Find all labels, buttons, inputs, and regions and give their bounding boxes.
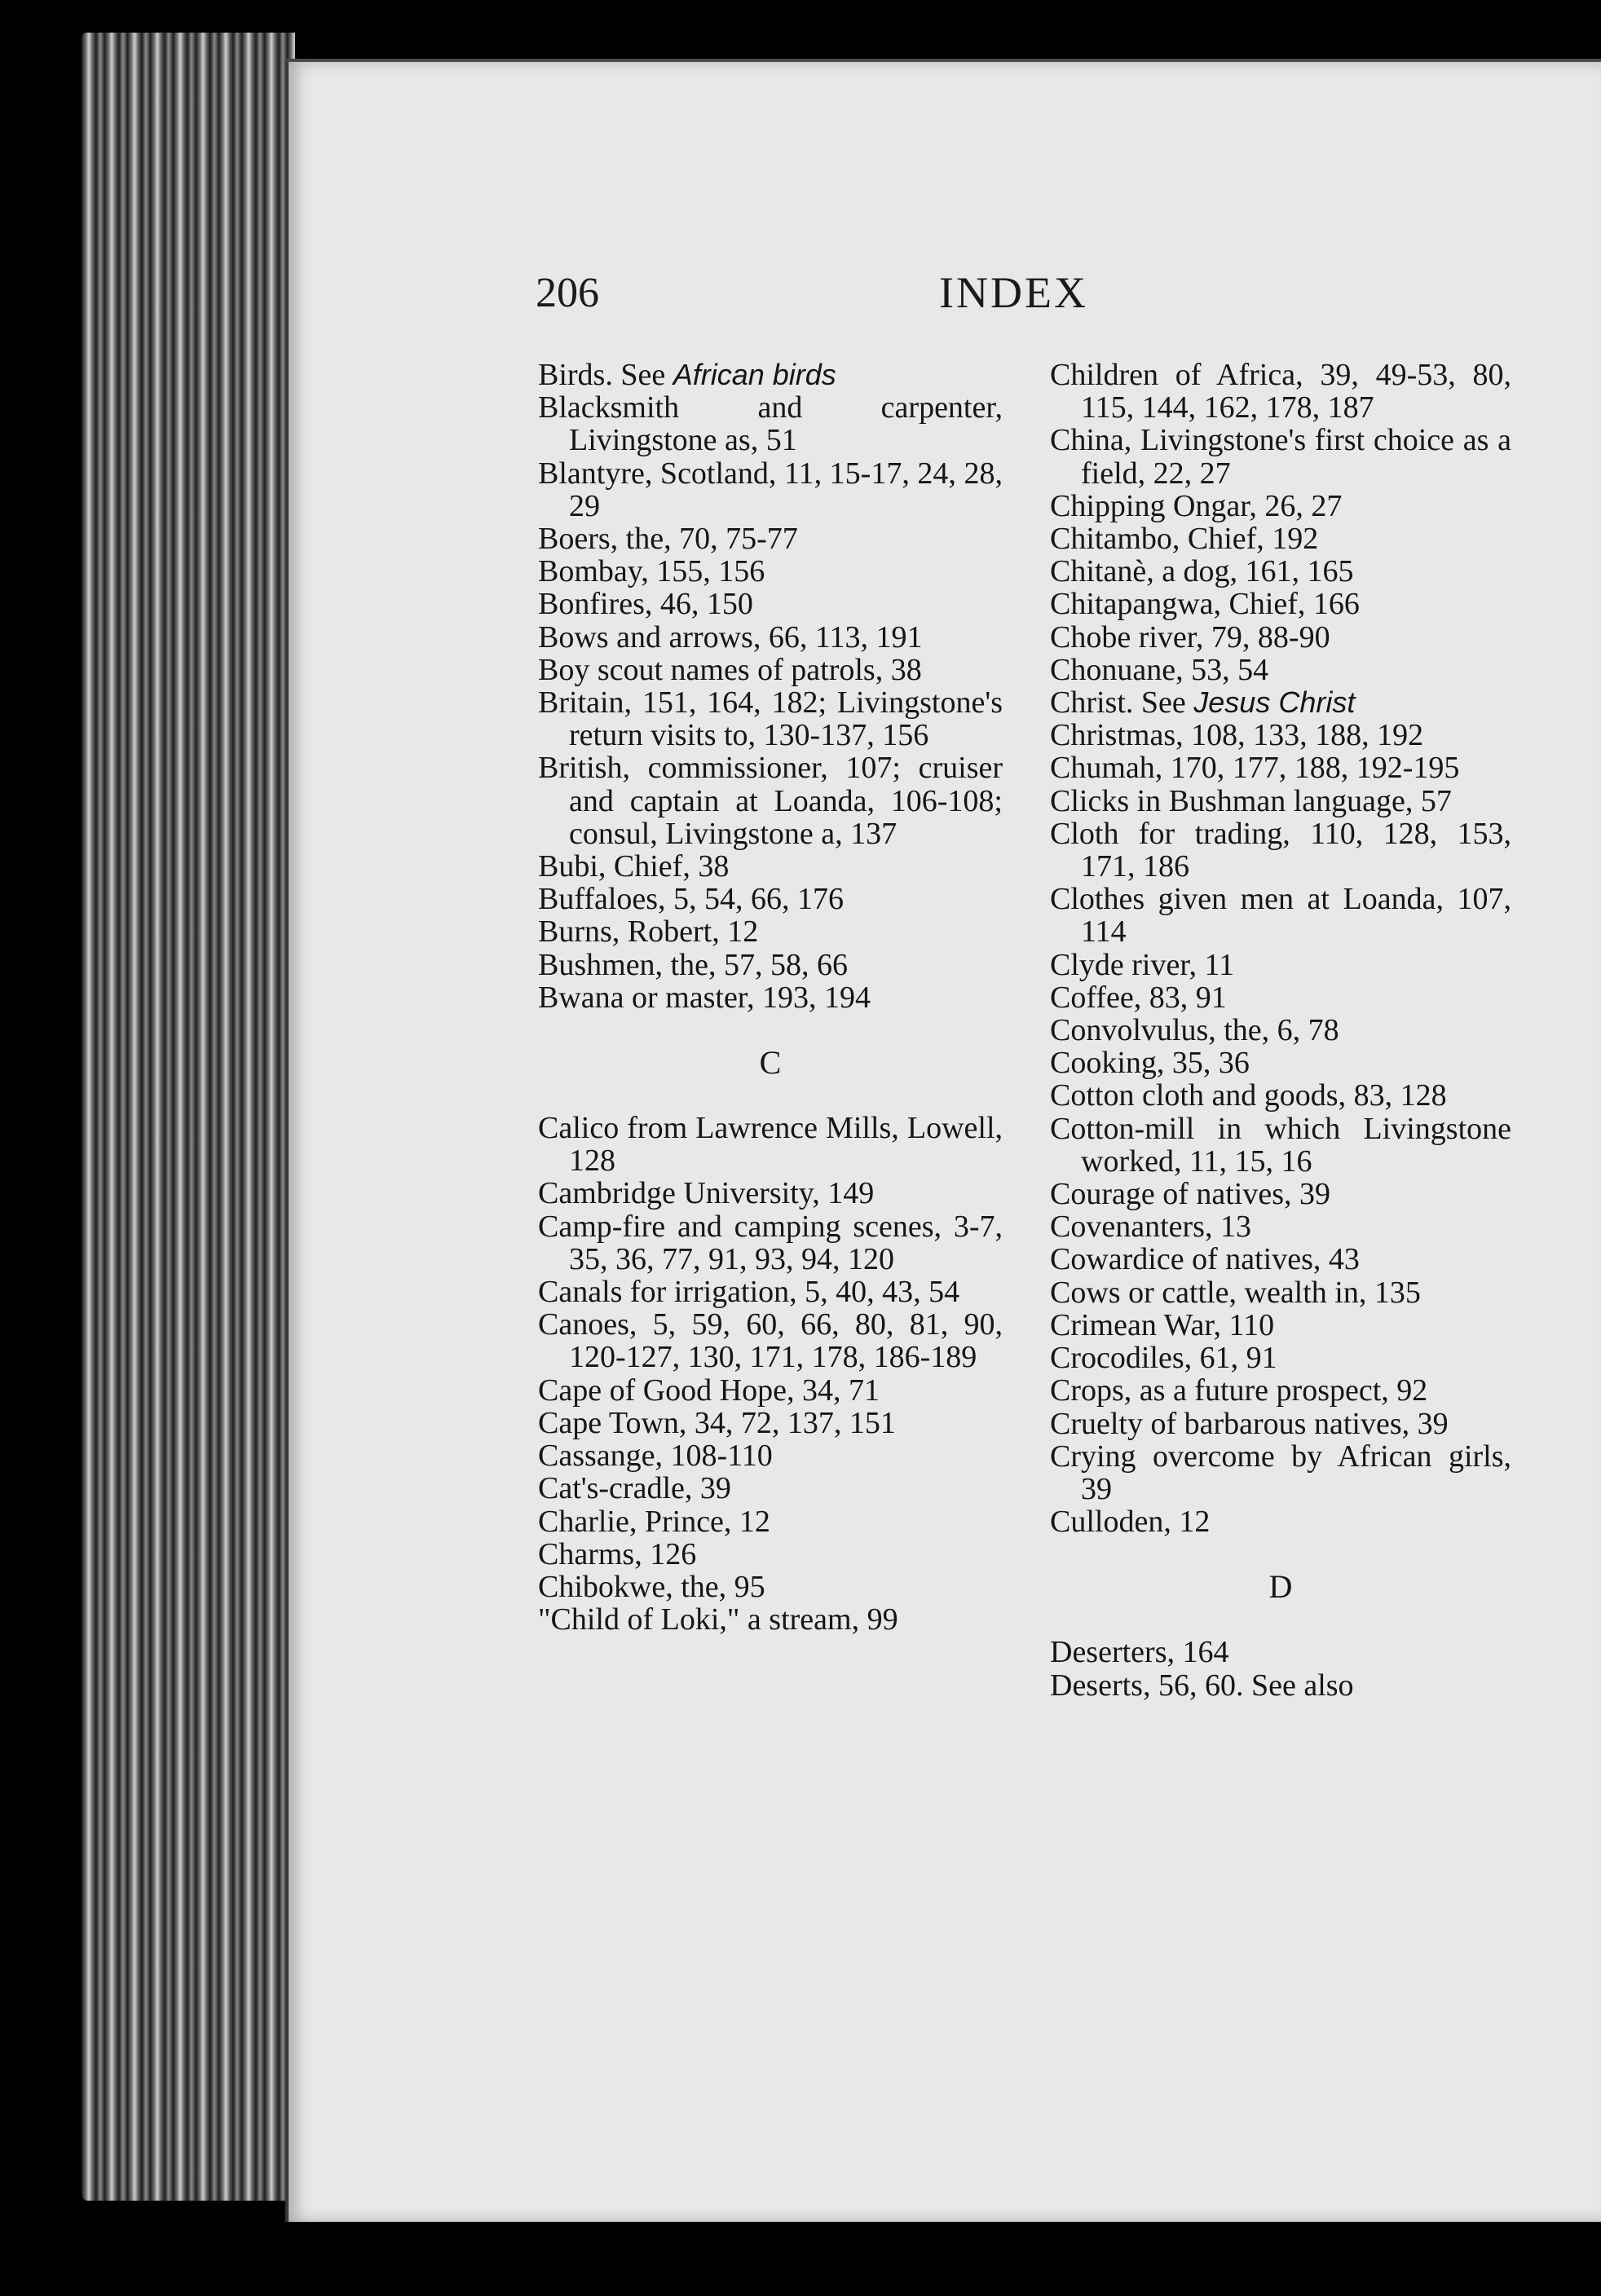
index-entry-text: Cassange, 108-110: [538, 1439, 773, 1474]
index-entry: [1050, 751, 1511, 784]
index-entry: [538, 522, 1003, 555]
index-entry-text: Britain, 151, 164, 182; Livingstone's return visits to, 130-137, 156: [538, 685, 1003, 753]
index-entry-text: Bows and arrows, 66, 113, 191: [538, 619, 923, 654]
index-entry: [1050, 1178, 1511, 1210]
index-entry: [538, 1439, 1003, 1472]
index-entry: [1050, 1210, 1511, 1243]
index-entry: [538, 555, 1003, 588]
index-entry-text: Canals for irrigation, 5, 40, 43, 54: [538, 1275, 960, 1310]
index-column-right: [1050, 359, 1511, 1702]
index-entry-text: Chobe river, 79, 88-90: [1050, 619, 1330, 654]
index-entry-text: Convolvulus, the, 6, 78: [1050, 1013, 1339, 1048]
page-title: INDEX: [939, 268, 1088, 317]
index-entry-text: Cape Town, 34, 72, 137, 151: [538, 1405, 896, 1440]
index-entry-text: Charlie, Prince, 12: [538, 1504, 770, 1539]
index-entry-text: Cotton cloth and goods, 83, 128: [1050, 1078, 1447, 1113]
index-entry: [1050, 1374, 1511, 1407]
index-entry-text: Buffaloes, 5, 54, 66, 176: [538, 882, 845, 917]
index-entry-text: Calico from Lawrence Mills, Lowell, 128: [538, 1111, 1003, 1179]
index-entry: [538, 1571, 1003, 1603]
index-entry-text: Crocodiles, 61, 91: [1050, 1341, 1277, 1376]
index-entry: [538, 621, 1003, 654]
index-entry-text: Cooking, 35, 36: [1050, 1046, 1250, 1081]
index-entry-text: Chitapangwa, Chief, 166: [1050, 587, 1360, 622]
index-entry-text: Blacksmith and carpenter, Livingstone as, 51: [538, 390, 1003, 458]
index-entry: [538, 949, 1003, 981]
index-entry: [538, 1407, 1003, 1439]
index-entry-text: Canoes, 5, 59, 60, 66, 80, 81, 90, 120-127, 130, 171, 178, 186-189: [538, 1307, 1003, 1375]
index-entry: [1050, 1014, 1511, 1047]
index-entry-text: Bushmen, the, 57, 58, 66: [538, 947, 848, 982]
index-entry: [1050, 424, 1511, 489]
index-entry-text: Cows or cattle, wealth in, 135: [1050, 1275, 1421, 1310]
index-entry-text: Chumah, 170, 177, 188, 192-195: [1050, 751, 1460, 786]
index-entry: [1050, 1243, 1511, 1276]
index-entry: [1050, 981, 1511, 1014]
index-entry: [1050, 1342, 1511, 1374]
index-entry: [1050, 588, 1511, 620]
index-entry: [1050, 1276, 1511, 1309]
index-entry: [538, 1538, 1003, 1571]
index-entry: [538, 850, 1003, 883]
index-entry-text: Christmas, 108, 133, 188, 192: [1050, 718, 1424, 753]
index-entry-text: Bombay, 155, 156: [538, 554, 765, 589]
index-entry: [1050, 1047, 1511, 1079]
index-entry-text: Cruelty of barbarous natives, 39: [1050, 1406, 1449, 1441]
index-entry-text: "Child of Loki," a stream, 99: [538, 1602, 898, 1637]
index-entry: [538, 588, 1003, 620]
index-entry-text: Courage of natives, 39: [1050, 1177, 1331, 1212]
index-entry: [538, 1112, 1003, 1177]
index-entry: [1050, 949, 1511, 981]
book-page-edges: [82, 33, 295, 2201]
index-entry: [1050, 785, 1511, 817]
index-entry-text: Deserters, 164: [1050, 1635, 1229, 1670]
index-entry-text: Covenanters, 13: [1050, 1210, 1251, 1245]
index-entry: [1050, 1408, 1511, 1440]
index-entry-text: British, commissioner, 107; cruiser and captain at Loanda, 106-108; consul, Livingstone a, 137: [538, 751, 1003, 851]
index-entry: [1050, 1113, 1511, 1178]
index-entry-text: Chitambo, Chief, 192: [1050, 522, 1319, 557]
index-entry: [538, 654, 1003, 686]
index-entry-text: Cambridge University, 149: [538, 1176, 875, 1211]
index-entry-text: Chitanè, a dog, 161, 165: [1050, 554, 1354, 589]
index-entry: [1050, 719, 1511, 751]
see-reference: Jesus Christ: [1193, 685, 1356, 720]
index-entry: [538, 1210, 1003, 1276]
index-entry-text: Bwana or master, 193, 194: [538, 980, 871, 1015]
index-entry: [1050, 621, 1511, 654]
index-entry-text: Coffee, 83, 91: [1050, 980, 1227, 1015]
index-entry-text: Charms, 126: [538, 1536, 697, 1571]
index-entry: [1050, 883, 1511, 948]
index-entry: [1050, 1440, 1511, 1505]
index-entry: [1050, 1636, 1511, 1668]
index-entry: [1050, 654, 1511, 686]
index-entry-text: Clothes given men at Loanda, 107, 114: [1050, 882, 1511, 950]
index-entry-text: Chipping Ongar, 26, 27: [1050, 488, 1343, 523]
index-entry-text: Crops, as a future prospect, 92: [1050, 1373, 1428, 1408]
section-letter: D: [1268, 1568, 1293, 1606]
index-entry-text: Camp-fire and camping scenes, 3-7, 35, 36, 77, 91, 93, 94, 120: [538, 1209, 1003, 1276]
index-entry-text: Bubi, Chief, 38: [538, 849, 730, 884]
index-entry-text: Cape of Good Hope, 34, 71: [538, 1373, 880, 1408]
index-entry: [538, 1177, 1003, 1210]
index-entry-text: Chibokwe, the, 95: [538, 1569, 765, 1604]
index-entry-text: Deserts, 56, 60. See also: [1050, 1668, 1354, 1703]
index-entry-text: Clicks in Bushman language, 57: [1050, 783, 1452, 818]
index-entry: [538, 686, 1003, 751]
index-column-left: [538, 359, 1003, 1636]
index-entry: [538, 359, 1003, 391]
page-number: 206: [536, 270, 599, 316]
index-entry: [538, 1276, 1003, 1308]
index-entry: [538, 1374, 1003, 1407]
index-entry-text: Blantyre, Scotland, 11, 15-17, 24, 28, 29: [538, 456, 1003, 523]
index-entry: [538, 1603, 1003, 1636]
index-entry-text: Crying overcome by African girls, 39: [1050, 1439, 1511, 1506]
index-entry: [1050, 490, 1511, 522]
index-entry-text: Clyde river, 11: [1050, 947, 1235, 982]
index-entry-text: Boers, the, 70, 75-77: [538, 522, 798, 557]
index-entry: [538, 1308, 1003, 1373]
index-entry-text: Bonfires, 46, 150: [538, 587, 753, 622]
index-entry-text: Burns, Robert, 12: [538, 914, 759, 950]
index-entry: [1050, 817, 1511, 883]
index-entry: [1050, 1669, 1511, 1702]
index-entry: [538, 1472, 1003, 1505]
index-entry: [538, 981, 1003, 1014]
index-entry-text: Crimean War, 110: [1050, 1307, 1275, 1342]
index-entry: [538, 883, 1003, 915]
index-entry: [538, 457, 1003, 522]
section-letter: C: [759, 1044, 782, 1082]
index-entry-text: Cloth for trading, 110, 128, 153, 171, 186: [1050, 816, 1511, 884]
see-reference: African birds: [673, 358, 836, 391]
index-entry-text: Boy scout names of patrols, 38: [538, 652, 922, 687]
index-entry: [1050, 686, 1511, 719]
index-entry-text: Christ. See: [1050, 685, 1194, 721]
index-entry: [1050, 1079, 1511, 1112]
index-entry-text: Chonuane, 53, 54: [1050, 652, 1269, 687]
index-entry-text: Culloden, 12: [1050, 1505, 1211, 1540]
index-entry: [538, 1505, 1003, 1538]
index-entry-text: China, Livingstone's first choice as a field, 22, 27: [1050, 423, 1511, 491]
index-entry: [1050, 1505, 1511, 1538]
index-entry: [1050, 359, 1511, 424]
index-entry-text: Birds. See: [538, 358, 673, 392]
index-entry: [1050, 522, 1511, 555]
index-entry: [538, 915, 1003, 948]
index-entry: [538, 751, 1003, 850]
index-entry: [1050, 1309, 1511, 1342]
index-entry: [1050, 555, 1511, 588]
index-entry-text: Children of Africa, 39, 49-53, 80, 115, 144, 162, 178, 187: [1050, 358, 1511, 425]
index-entry-text: Cat's-cradle, 39: [538, 1471, 731, 1506]
index-entry: [538, 391, 1003, 456]
index-entry-text: Cotton-mill in which Livingstone worked, 11, 15, 16: [1050, 1111, 1511, 1179]
index-entry-text: Cowardice of natives, 43: [1050, 1242, 1360, 1277]
